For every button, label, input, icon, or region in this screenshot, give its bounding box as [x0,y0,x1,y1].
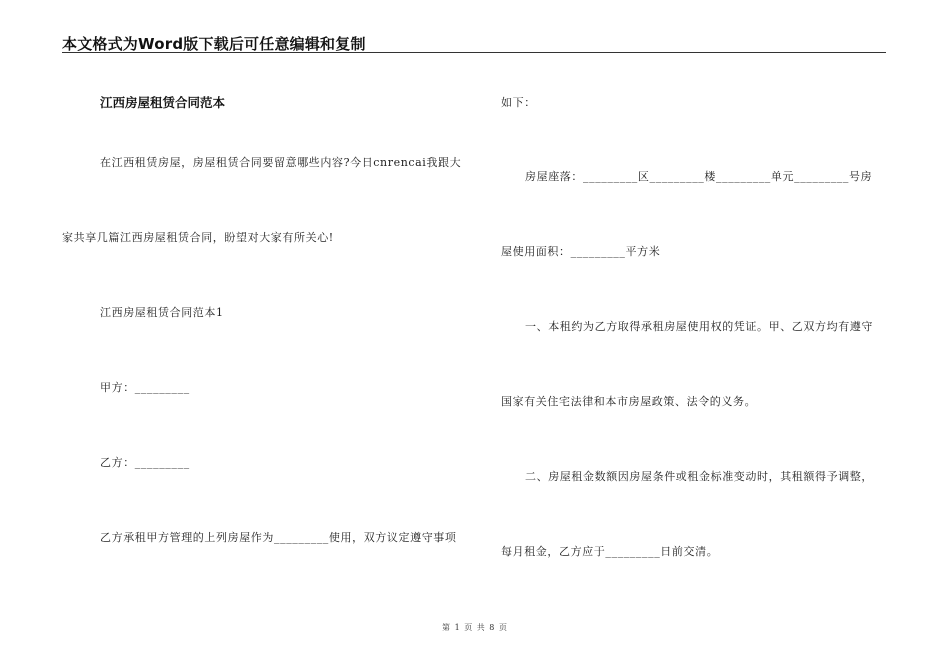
property-location-line: 房屋座落：_________区_________楼_________单元_________号房 [525,170,873,183]
clause-one-line-1: 一、本租约为乙方取得承租房屋使用权的凭证。甲、乙双方均有遵守 [525,320,873,333]
property-area-line: 屋使用面积：_________平方米 [501,245,661,258]
paragraph-terms-line: 乙方承租甲方管理的上列房屋作为_________使用，双方议定遵守事项 [100,531,457,544]
right-column [499,0,879,672]
clause-two-line-2: 每月租金，乙方应于_________日前交清。 [501,545,719,558]
section-heading: 江西房屋租赁合同范本1 [100,306,224,319]
left-column [62,0,472,672]
party-b-field: 乙方：_________ [100,456,190,469]
clause-two-line-1: 二、房屋租金数额因房屋条件或租金标准变动时，其租额得予调整， [525,470,873,483]
page-number: 第 1 页 共 8 页 [442,623,508,632]
header-title: 本文格式为Word版下载后可任意编辑和复制 [62,35,366,53]
clause-one-line-2: 国家有关住宅法律和本市房屋政策、法令的义务。 [501,395,757,408]
paragraph-intro-line-2: 家共享几篇江西房屋租赁合同，盼望对大家有所关心! [62,231,334,244]
paragraph-continued: 如下： [501,96,536,109]
document-title: 江西房屋租赁合同范本 [100,95,226,110]
party-a-field: 甲方：_________ [100,381,190,394]
paragraph-intro-line-1: 在江西租赁房屋，房屋租赁合同要留意哪些内容?今日cnrencai我跟大 [100,156,462,169]
